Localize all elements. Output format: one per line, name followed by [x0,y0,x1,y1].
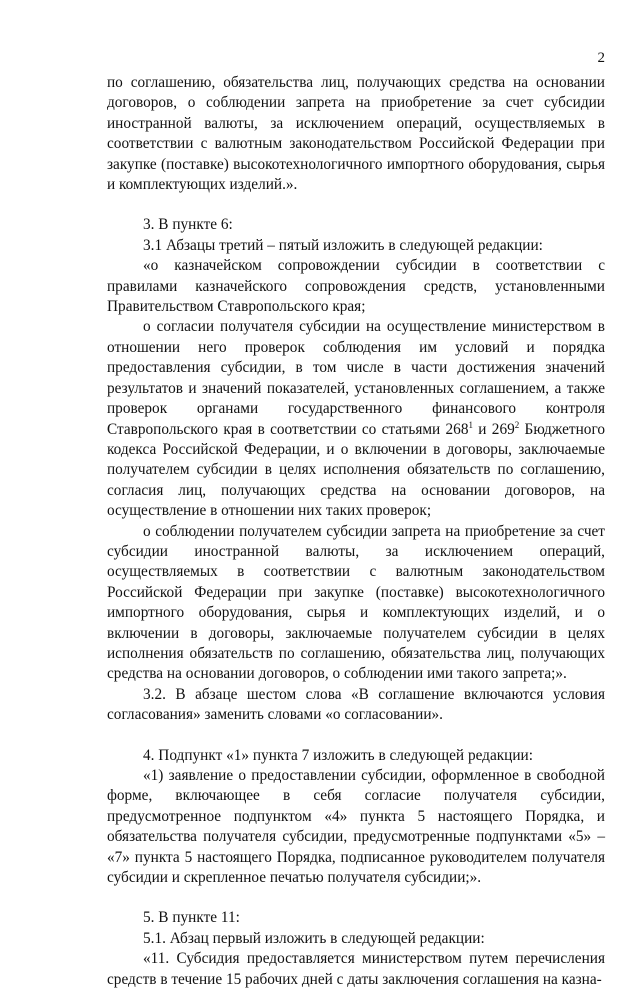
superscript-2: 2 [514,419,520,430]
consent-text-part-3: Бюджетного кодекса Российской Федерации, и о включении в договоры, заключаемые получателем субсидии в целях исполнения обязательств по соглашению, согласия лиц, получающих средства на основании договоров, на осуществление в отношении них таких проверок; [107,420,605,520]
page-number: 2 [597,50,605,66]
paragraph-continuation: по соглашению, обязательства лиц, получающих средства на основании договоров, о соблюдении запрета на приобретение за счет субсидии иностранной валюты, за исключением операций, осуществляемых в соответствии с валютным законодательством Российской Федерации при закупке (поставке) высокотехнологичного импортного оборудования, сырья и комплектующих изделий.». [107,74,605,194]
paragraph-consent-checks [107,317,605,521]
paragraph-item-5-1: 5.1. Абзац первый изложить в следующей редакции: [143,929,485,947]
paragraph-item-5: 5. В пункте 11: [143,909,240,927]
paragraph-item-4: 4. Подпункт «1» пункта 7 изложить в следующей редакции: [143,746,533,764]
consent-text-part-1: о согласии получателя субсидии на осуществление министерством в отношении него проверок соблюдения им условий и порядка предоставления субсидии, в том числе в части достижения значений результатов и значений показателей, установленных соглашением, а также проверок органами государственного финансового контроля Ставропольского края в соответствии со статьями 268 [107,318,605,438]
paragraph-item-3-2: 3.2. В абзаце шестом слова «В соглашение включаются условия согласования» заменить словами «о согласовании». [107,685,605,724]
paragraph-currency-ban: о соблюдении получателем субсидии запрета на приобретение за счет субсидии иностранной валюты, за исключением операций, осуществляемых в соответствии с валютным законодательством Российской Федерации при закупке (поставке) высокотехнологичного импортного оборудования, сырья и комплектующих изделий, и о включении в договоры, заключаемые получателем субсидии в целях исполнения обязательств по соглашению, обязательства лиц, получающих средства на основании договоров, о соблюдении ими такого запрета;». [107,522,605,683]
paragraph-quote-item-11: «11. Субсидия предоставляется министерством путем перечисления средств в течение 15 рабочих дней с даты заключения соглашения на казна- [107,950,605,988]
paragraph-quote-application: «1) заявление о предоставлении субсидии, оформленное в свободной форме, включающее в себя согласие получателя субсидии, предусмотренное подпунктом «4» пункта 5 настоящего Порядка, и обязательства получателя субсидии, предусмотренные подпунктами «5» – «7» пункта 5 настоящего Порядка, подписанное руководителем получателя субсидии и скрепленное печатью получателя субсидии;». [107,767,605,887]
consent-text-part-2: и 269 [472,420,515,438]
paragraph-item-3: 3. В пункте 6: [143,216,233,234]
superscript-1: 1 [468,419,473,430]
paragraph-item-3-1: 3.1 Абзацы третий – пятый изложить в следующей редакции: [143,236,543,254]
paragraph-quote-treasury: «о казначейском сопровождении субсидии в соответствии с правилами казначейского сопровождения средств, установленными Правительством Ставропольского края; [107,257,605,316]
document-body [107,73,605,990]
